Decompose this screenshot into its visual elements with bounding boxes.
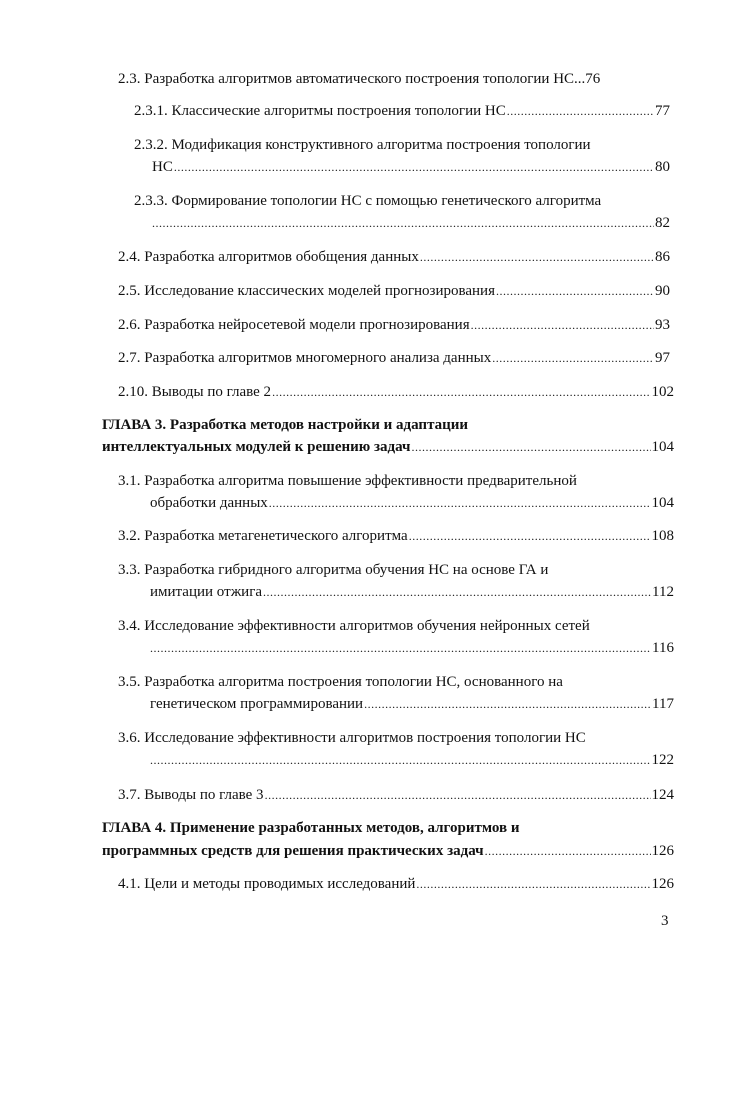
toc-entry-2-3-3-line1 [134,192,601,210]
toc-entry-text: 3.7. Выводы по главе 3 [118,787,264,803]
toc-entry-text: 2.5. Исследование классических моделей прогнозирования [118,283,495,299]
toc-entry-text: имитации отжига [150,584,263,600]
toc-leader-dots [269,494,651,512]
toc-entry-3-4-line1 [118,617,590,635]
toc-leader-dots [471,316,654,334]
page-number: 3 [661,913,669,929]
toc-entry-3-3-line2 [150,583,674,601]
toc-entry-2-6 [118,316,670,334]
toc-entry-text: НС [152,159,173,175]
toc-entry-text: генетическом программировании [150,696,364,712]
toc-entry-3-5-line2 [150,695,674,713]
toc-entry-page: 108 [651,528,674,544]
toc-entry-3-2 [118,527,674,545]
toc-entry-text: 2.3. Разработка алгоритмов автоматического построения топологии НС... [118,71,586,87]
toc-chapter-4-line2 [102,842,674,860]
toc-entry-text: обработки данных [150,495,268,511]
toc-leader-dots [174,158,654,176]
toc-entry-text: 2.7. Разработка алгоритмов многомерного анализа данных [118,350,492,366]
toc-entry-3-3-line1 [118,561,548,579]
toc-entry-page: 116 [652,640,674,656]
toc-entry-page: 104 [651,439,674,455]
toc-entry-2-4 [118,248,670,266]
toc-entry-text: 3.5. Разработка алгоритма построения топологии НС, основанного на [118,674,563,690]
toc-leader-dots [152,214,654,232]
toc-leader-dots [150,751,651,769]
toc-entry-2-3-1 [134,102,670,120]
toc-chapter-title: ГЛАВА 4. Применение разработанных методов, алгоритмов и [102,820,520,836]
toc-entry-page: 82 [655,215,670,231]
toc-entry-page: 112 [652,584,674,600]
toc-chapter-title: программных средств для решения практических задач [102,843,484,859]
toc-entry-page: 93 [655,317,670,333]
toc-chapter-4-line1 [102,819,519,837]
toc-entry-page: 104 [651,495,674,511]
toc-entry-page: 124 [651,787,674,803]
toc-chapter-3-line2 [102,438,674,456]
toc-entry-2-3-2-line1 [134,136,591,154]
toc-entry-text: 3.1. Разработка алгоритма повышение эффективности предварительной [118,473,577,489]
toc-entry-text: 2.3.1. Классические алгоритмы построения топологии НС [134,103,506,119]
toc-entry-text: 2.3.3. Формирование топологии НС с помощью генетического алгоритма [134,193,602,209]
toc-entry-page: 97 [655,350,670,366]
toc-entry-2-5 [118,282,670,300]
toc-entry-page: 80 [655,159,670,175]
toc-entry-2-3-3-line2 [152,214,670,232]
toc-leader-dots [507,102,654,120]
toc-entry-text: 2.4. Разработка алгоритмов обобщения данных [118,249,419,265]
toc-leader-dots [496,282,654,300]
toc-entry-3-1-line1 [118,472,577,490]
toc-entry-page: 90 [655,283,670,299]
toc-entry-text: 3.2. Разработка метагенетического алгоритма [118,528,408,544]
toc-entry-page: 102 [651,384,674,400]
toc-leader-dots [416,875,650,893]
toc-entry-page: 86 [655,249,670,265]
toc-leader-dots [150,639,651,657]
toc-entry-page: 126 [651,876,674,892]
toc-entry-3-6-line2 [150,751,674,769]
toc-leader-dots [492,349,654,367]
toc-entry-2-3-2-line2 [152,158,670,176]
toc-chapter-title: интеллектуальных модулей к решению задач [102,439,411,455]
toc-entry-4-1 [118,875,674,893]
toc-leader-dots [420,248,654,266]
toc-leader-dots [272,383,650,401]
toc-entry-page: 126 [651,843,674,859]
toc-entry-3-6-line1 [118,729,586,747]
toc-entry-3-4-line2 [150,639,674,657]
toc-entry-2-7 [118,349,670,367]
toc-entry-2-10 [118,383,674,401]
toc-entry-page: 117 [652,696,674,712]
toc-entry-text: 4.1. Цели и методы проводимых исследований [118,876,416,892]
toc-leader-dots [263,583,651,601]
toc-entry-3-5-line1 [118,673,563,691]
toc-entry-page: 122 [651,752,674,768]
toc-leader-dots [411,438,650,456]
toc-entry-text: 3.4. Исследование эффективности алгоритмов обучения нейронных сетей [118,618,590,634]
toc-leader-dots [265,786,651,804]
toc-entry-text: 3.6. Исследование эффективности алгоритмов построения топологии НС [118,730,586,746]
toc-entry-3-1-line2 [150,494,674,512]
toc-chapter-3-line1 [102,416,468,434]
toc-leader-dots [485,842,651,860]
toc-entry-2-3 [118,70,600,88]
toc-entry-text: 2.3.2. Модификация конструктивного алгоритма построения топологии [134,137,591,153]
toc-chapter-title: ГЛАВА 3. Разработка методов настройки и адаптации [102,417,469,433]
toc-entry-text: 2.6. Разработка нейросетевой модели прогнозирования [118,317,470,333]
toc-entry-page: 76 [585,71,601,87]
toc-leader-dots [409,527,651,545]
toc-leader-dots [364,695,651,713]
toc-entry-3-7 [118,786,674,804]
toc-entry-text: 2.10. Выводы по главе 2 [118,384,272,400]
toc-entry-page: 77 [655,103,670,119]
toc-entry-text: 3.3. Разработка гибридного алгоритма обучения НС на основе ГА и [118,562,549,578]
